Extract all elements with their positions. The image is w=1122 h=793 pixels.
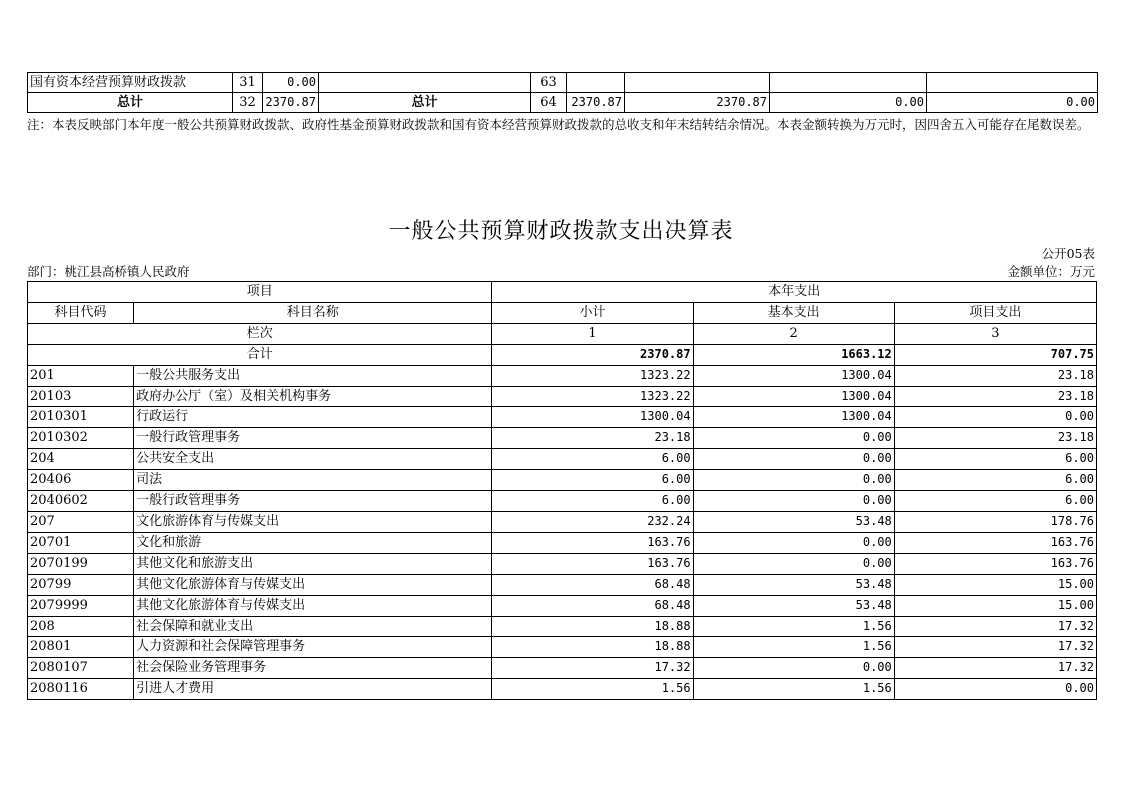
total-label: 合计: [28, 344, 492, 365]
row-subtotal: 6.00: [492, 491, 693, 512]
row-basic: 0.00: [693, 658, 894, 679]
column-index: 2: [693, 323, 894, 344]
row-name: 文化和旅游: [134, 532, 492, 553]
row-basic: 1300.04: [693, 386, 894, 407]
table-row: [28, 449, 1097, 470]
value-cell: 2370.87: [567, 93, 625, 113]
row-project: 163.76: [894, 553, 1096, 574]
header-name: 科目名称: [134, 302, 492, 323]
row-name: 其他文化和旅游支出: [134, 553, 492, 574]
row-subtotal: 18.88: [492, 616, 693, 637]
table-row: [28, 428, 1097, 449]
row-subtotal: 6.00: [492, 449, 693, 470]
row-subtotal: 17.32: [492, 658, 693, 679]
row-code: 207: [28, 511, 134, 532]
row-code: 20701: [28, 532, 134, 553]
row-name: 一般行政管理事务: [134, 428, 492, 449]
row-basic: 1300.04: [693, 407, 894, 428]
table-row: [28, 470, 1097, 491]
row-name: 人力资源和社会保障管理事务: [134, 637, 492, 658]
row-name: 文化旅游体育与传媒支出: [134, 511, 492, 532]
empty-cell: [927, 73, 1098, 93]
empty-cell: [319, 73, 531, 93]
row-code: 20103: [28, 386, 134, 407]
row-code: 20799: [28, 574, 134, 595]
row-name: 司法: [134, 470, 492, 491]
table-row: [28, 73, 1098, 93]
table-row: [28, 637, 1097, 658]
row-project: 6.00: [894, 449, 1096, 470]
row-basic: 53.48: [693, 595, 894, 616]
row-code: 208: [28, 616, 134, 637]
row-basic: 1.56: [693, 616, 894, 637]
form-number: 公开05表: [1041, 246, 1095, 261]
table-row: [28, 595, 1097, 616]
row-basic: 53.48: [693, 511, 894, 532]
row-subtotal: 163.76: [492, 532, 693, 553]
row-code: 201: [28, 365, 134, 386]
value-cell: 0.00: [770, 93, 927, 113]
table-row: [28, 407, 1097, 428]
row-subtotal: 1.56: [492, 679, 693, 700]
row-code: 2010301: [28, 407, 134, 428]
row-name: 行政运行: [134, 407, 492, 428]
column-index: 3: [894, 323, 1096, 344]
row-name: 国有资本经营预算财政拨款: [28, 73, 233, 93]
table-row: [28, 574, 1097, 595]
row-project: 0.00: [894, 679, 1096, 700]
row-name: 其他文化旅游体育与传媒支出: [134, 595, 492, 616]
row-basic: 1.56: [693, 637, 894, 658]
header-subtotal: 小计: [492, 302, 693, 323]
row-right-line: 64: [531, 93, 567, 113]
empty-cell: [770, 73, 927, 93]
value-cell: 2370.87: [625, 93, 770, 113]
header-code: 科目代码: [28, 302, 134, 323]
row-name: 公共安全支出: [134, 449, 492, 470]
row-subtotal: 1323.22: [492, 365, 693, 386]
row-line: 32: [233, 93, 263, 113]
total-subtotal: 2370.87: [492, 344, 693, 365]
row-project: 17.32: [894, 658, 1096, 679]
row-project: 0.00: [894, 407, 1096, 428]
table-note: 注：本表反映部门本年度一般公共预算财政拨款、政府性基金预算财政拨款和国有资本经营预算财政拨款的总收支和年末结转结余情况。本表金额转换为万元时，因四舍五入可能存在尾数误差。: [27, 117, 1090, 132]
row-project: 15.00: [894, 574, 1096, 595]
table-row: [28, 491, 1097, 512]
row-project: 23.18: [894, 386, 1096, 407]
header-row: [28, 302, 1097, 323]
row-amount: 2370.87: [263, 93, 319, 113]
header-project-exp: 项目支出: [894, 302, 1096, 323]
row-project: 17.32: [894, 637, 1096, 658]
row-basic: 1300.04: [693, 365, 894, 386]
row-project: 17.32: [894, 616, 1096, 637]
row-project: 15.00: [894, 595, 1096, 616]
value-cell: 0.00: [927, 93, 1098, 113]
row-basic: 0.00: [693, 532, 894, 553]
table-row: [28, 532, 1097, 553]
total-row: [28, 344, 1097, 365]
row-amount: 0.00: [263, 73, 319, 93]
column-index: 1: [492, 323, 693, 344]
row-basic: 0.00: [693, 491, 894, 512]
row-basic: 0.00: [693, 553, 894, 574]
row-project: 163.76: [894, 532, 1096, 553]
row-code: 2080107: [28, 658, 134, 679]
row-subtotal: 18.88: [492, 637, 693, 658]
row-subtotal: 163.76: [492, 553, 693, 574]
total-project: 707.75: [894, 344, 1096, 365]
row-project: 6.00: [894, 470, 1096, 491]
row-project: 6.00: [894, 491, 1096, 512]
row-code: 2079999: [28, 595, 134, 616]
header-project: 项目: [28, 282, 492, 303]
row-basic: 1.56: [693, 679, 894, 700]
row-subtotal: 23.18: [492, 428, 693, 449]
row-code: 2080116: [28, 679, 134, 700]
row-basic: 53.48: [693, 574, 894, 595]
row-subtotal: 1323.22: [492, 386, 693, 407]
table-row: [28, 658, 1097, 679]
total-label: 总计: [28, 93, 233, 113]
unit-label: 金额单位：万元: [1007, 264, 1095, 279]
row-name: 政府办公厅（室）及相关机构事务: [134, 386, 492, 407]
row-subtotal: 68.48: [492, 595, 693, 616]
row-project: 178.76: [894, 511, 1096, 532]
table-row: [28, 553, 1097, 574]
table-row: [28, 93, 1098, 113]
row-code: 20406: [28, 470, 134, 491]
row-name: 社会保障和就业支出: [134, 616, 492, 637]
column-label: 栏次: [28, 323, 492, 344]
row-project: 23.18: [894, 428, 1096, 449]
row-name: 一般行政管理事务: [134, 491, 492, 512]
row-code: 20801: [28, 637, 134, 658]
expenditure-table: [27, 281, 1097, 700]
header-basic: 基本支出: [693, 302, 894, 323]
table-row: [28, 511, 1097, 532]
row-name: 引进人才费用: [134, 679, 492, 700]
empty-cell: [567, 73, 625, 93]
table-row: [28, 365, 1097, 386]
row-subtotal: 68.48: [492, 574, 693, 595]
total-label-right: 总计: [319, 93, 531, 113]
row-name: 社会保险业务管理事务: [134, 658, 492, 679]
row-subtotal: 6.00: [492, 470, 693, 491]
row-basic: 0.00: [693, 470, 894, 491]
row-basic: 0.00: [693, 449, 894, 470]
total-basic: 1663.12: [693, 344, 894, 365]
row-name: 一般公共服务支出: [134, 365, 492, 386]
empty-cell: [625, 73, 770, 93]
column-index-row: [28, 323, 1097, 344]
row-line: 31: [233, 73, 263, 93]
row-subtotal: 1300.04: [492, 407, 693, 428]
prior-table-fragment: [27, 72, 1098, 113]
table-row: [28, 386, 1097, 407]
row-name: 其他文化旅游体育与传媒支出: [134, 574, 492, 595]
row-code: 204: [28, 449, 134, 470]
row-code: 2010302: [28, 428, 134, 449]
row-code: 2040602: [28, 491, 134, 512]
department-label: 部门：桃江县高桥镇人民政府: [27, 264, 190, 279]
page-title: 一般公共预算财政拨款支出决算表: [388, 219, 734, 244]
row-right-line: 63: [531, 73, 567, 93]
row-project: 23.18: [894, 365, 1096, 386]
row-basic: 0.00: [693, 428, 894, 449]
row-subtotal: 232.24: [492, 511, 693, 532]
table-row: [28, 679, 1097, 700]
header-row: [28, 282, 1097, 303]
header-current-year: 本年支出: [492, 282, 1097, 303]
table-row: [28, 616, 1097, 637]
row-code: 2070199: [28, 553, 134, 574]
